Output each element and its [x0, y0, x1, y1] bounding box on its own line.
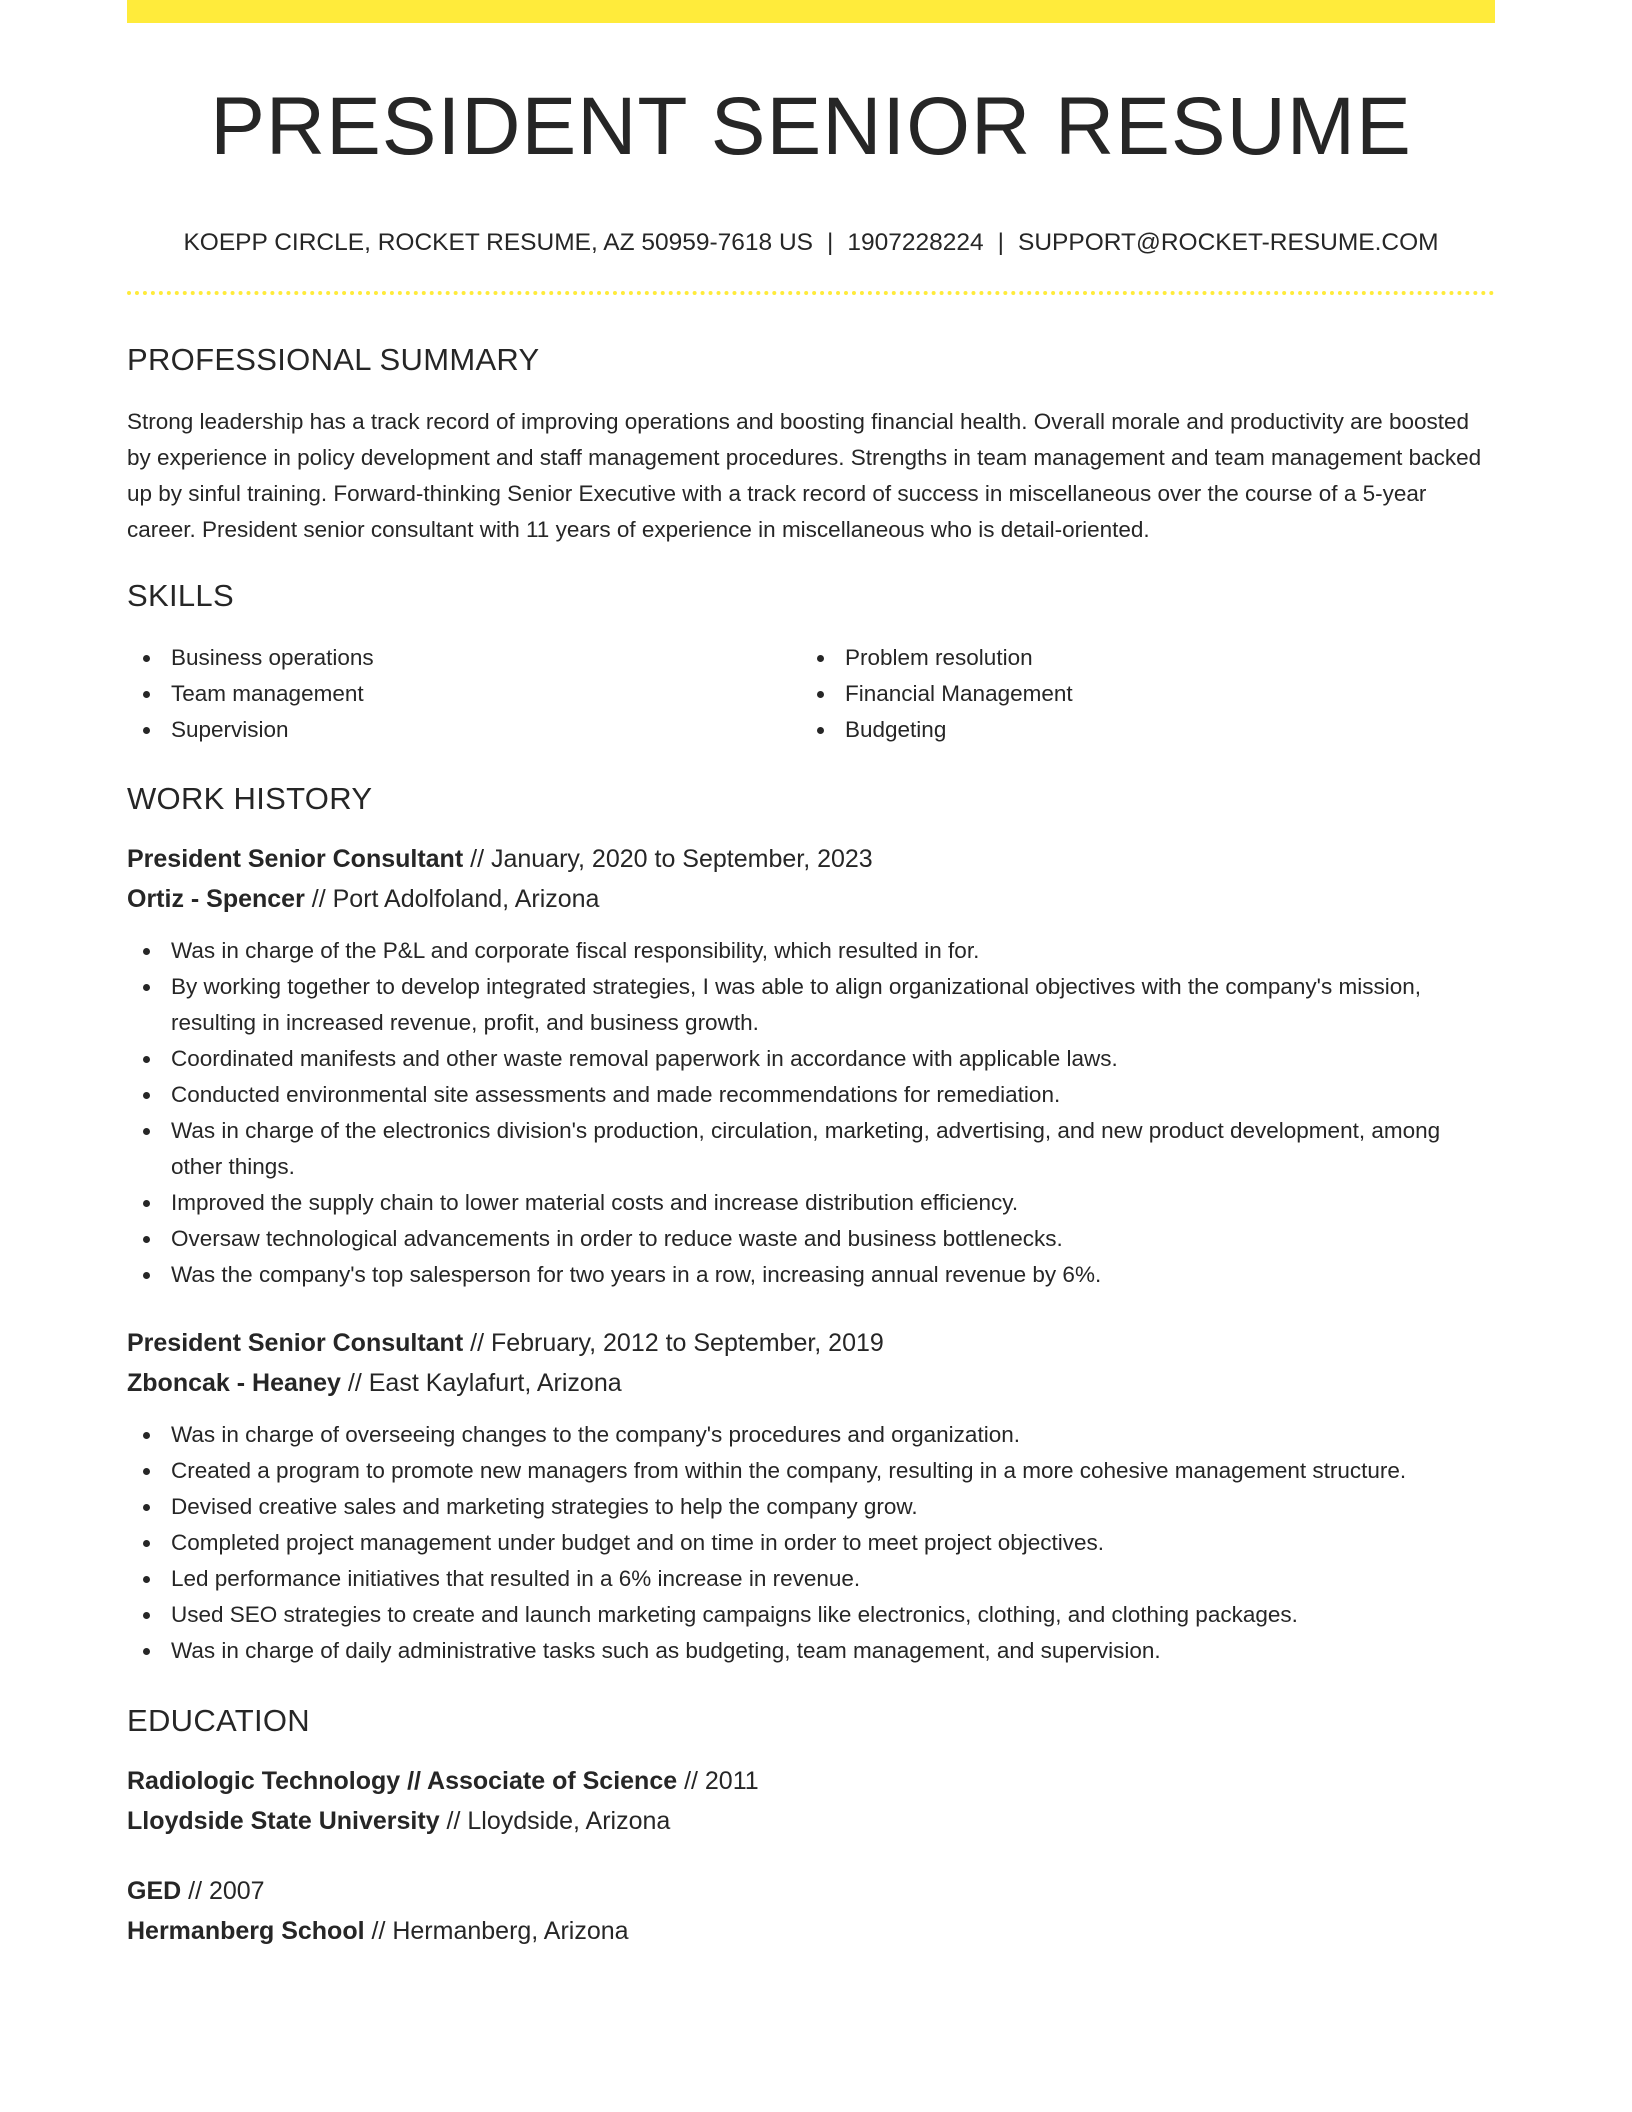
summary-heading: PROFESSIONAL SUMMARY — [127, 341, 540, 377]
education-degree-line — [127, 1871, 1495, 1911]
duty-item: Was in charge of overseeing changes to the company's procedures and organization. — [127, 1417, 1495, 1453]
education-degree-line — [127, 1761, 1495, 1801]
education-school-line — [127, 1911, 1495, 1951]
contact-email: SUPPORT@ROCKET-RESUME.COM — [1018, 229, 1439, 257]
duty-item: Led performance initiatives that resulted in a 6% increase in revenue. — [127, 1561, 1495, 1597]
job-dates: // February, 2012 to September, 2019 — [463, 1329, 884, 1358]
education-school: Hermanberg School — [127, 1917, 365, 1946]
skill-item: Business operations — [127, 640, 801, 676]
job-location: // Port Adolfoland, Arizona — [304, 885, 600, 914]
duty-item: Coordinated manifests and other waste removal paperwork in accordance with applicable laws. — [127, 1041, 1495, 1077]
skill-item: Budgeting — [801, 712, 1475, 748]
job-position: President Senior Consultant — [127, 1329, 464, 1358]
duty-item: Used SEO strategies to create and launch marketing campaigns like electronics, clothing, and clothing packages. — [127, 1597, 1495, 1633]
duty-item: By working together to develop integrated strategies, I was able to align organizational objectives with the company's mission, resulting in increased revenue, profit, and business growth. — [127, 969, 1495, 1041]
job-location: // East Kaylafurt, Arizona — [340, 1369, 622, 1398]
duty-item: Improved the supply chain to lower material costs and increase distribution efficiency. — [127, 1185, 1495, 1221]
duty-item: Completed project management under budget and on time in order to meet project objectives. — [127, 1525, 1495, 1561]
job-entry — [127, 1323, 1495, 1669]
contact-line — [127, 228, 1495, 257]
education-location: // Lloydside, Arizona — [439, 1807, 671, 1836]
skills-column-right — [801, 640, 1475, 748]
education-degree: GED — [127, 1877, 182, 1906]
education-year: // 2011 — [677, 1767, 759, 1796]
duty-item: Conducted environmental site assessments and made recommendations for remediation. — [127, 1077, 1495, 1113]
contact-separator: | — [826, 229, 834, 257]
skill-item: Supervision — [127, 712, 801, 748]
education-year: // 2007 — [181, 1877, 265, 1906]
duty-item: Was in charge of daily administrative tasks such as budgeting, team management, and supervision. — [127, 1633, 1495, 1669]
skill-item: Problem resolution — [801, 640, 1475, 676]
duty-item: Oversaw technological advancements in order to reduce waste and business bottlenecks. — [127, 1221, 1495, 1257]
education-entry — [127, 1761, 1495, 1841]
top-accent-bar — [127, 0, 1495, 23]
duty-item: Was in charge of the P&L and corporate fiscal responsibility, which resulted in for. — [127, 933, 1495, 969]
skills-list — [127, 640, 1495, 748]
education-degree: Radiologic Technology // Associate of Science — [127, 1767, 678, 1796]
skill-item: Financial Management — [801, 676, 1475, 712]
education-school: Lloydside State University — [127, 1807, 440, 1836]
job-dates: // January, 2020 to September, 2023 — [463, 845, 873, 874]
job-company-line — [127, 1363, 1495, 1403]
contact-phone: 1907228224 — [847, 229, 984, 257]
education-location: // Hermanberg, Arizona — [364, 1917, 629, 1946]
skills-heading: SKILLS — [127, 577, 234, 613]
work-history-heading: WORK HISTORY — [127, 780, 373, 816]
summary-text: Strong leadership has a track record of improving operations and boosting financial health. Overall morale and productivity are boosted by experience in policy development and staff management procedures. Strengths in team management and team management backed up by sinful training. Forward-thinking Senior Executive with a track record of success in miscellaneous over the course of a 5-year career. President senior consultant with 11 years of experience in miscellaneous who is detail-oriented. — [127, 408, 1482, 542]
job-company: Zboncak - Heaney — [127, 1369, 341, 1398]
job-duties — [127, 933, 1495, 1293]
job-company: Ortiz - Spencer — [127, 885, 305, 914]
skill-item: Team management — [127, 676, 801, 712]
duty-item: Devised creative sales and marketing strategies to help the company grow. — [127, 1489, 1495, 1525]
job-duties — [127, 1417, 1495, 1669]
duty-item: Was the company's top salesperson for two years in a row, increasing annual revenue by 6%. — [127, 1257, 1495, 1293]
education-entry — [127, 1871, 1495, 1951]
job-company-line — [127, 879, 1495, 919]
job-position-line — [127, 839, 1495, 879]
education-heading: EDUCATION — [127, 1703, 310, 1739]
duty-item: Created a program to promote new managers from within the company, resulting in a more cohesive management structure. — [127, 1453, 1495, 1489]
resume-page — [127, 0, 1495, 1951]
job-entry — [127, 839, 1495, 1293]
education-school-line — [127, 1801, 1495, 1841]
contact-separator: | — [997, 229, 1004, 257]
resume-title: PRESIDENT SENIOR RESUME — [210, 81, 1412, 172]
job-position-line — [127, 1323, 1495, 1363]
contact-address: KOEPP CIRCLE, ROCKET RESUME, AZ 50959-7618 US — [183, 229, 813, 257]
duty-item: Was in charge of the electronics division's production, circulation, marketing, advertising, and new product development, among other things. — [127, 1113, 1495, 1185]
skills-column-left — [127, 640, 801, 748]
dotted-divider — [127, 291, 1495, 295]
job-position: President Senior Consultant — [127, 845, 464, 874]
